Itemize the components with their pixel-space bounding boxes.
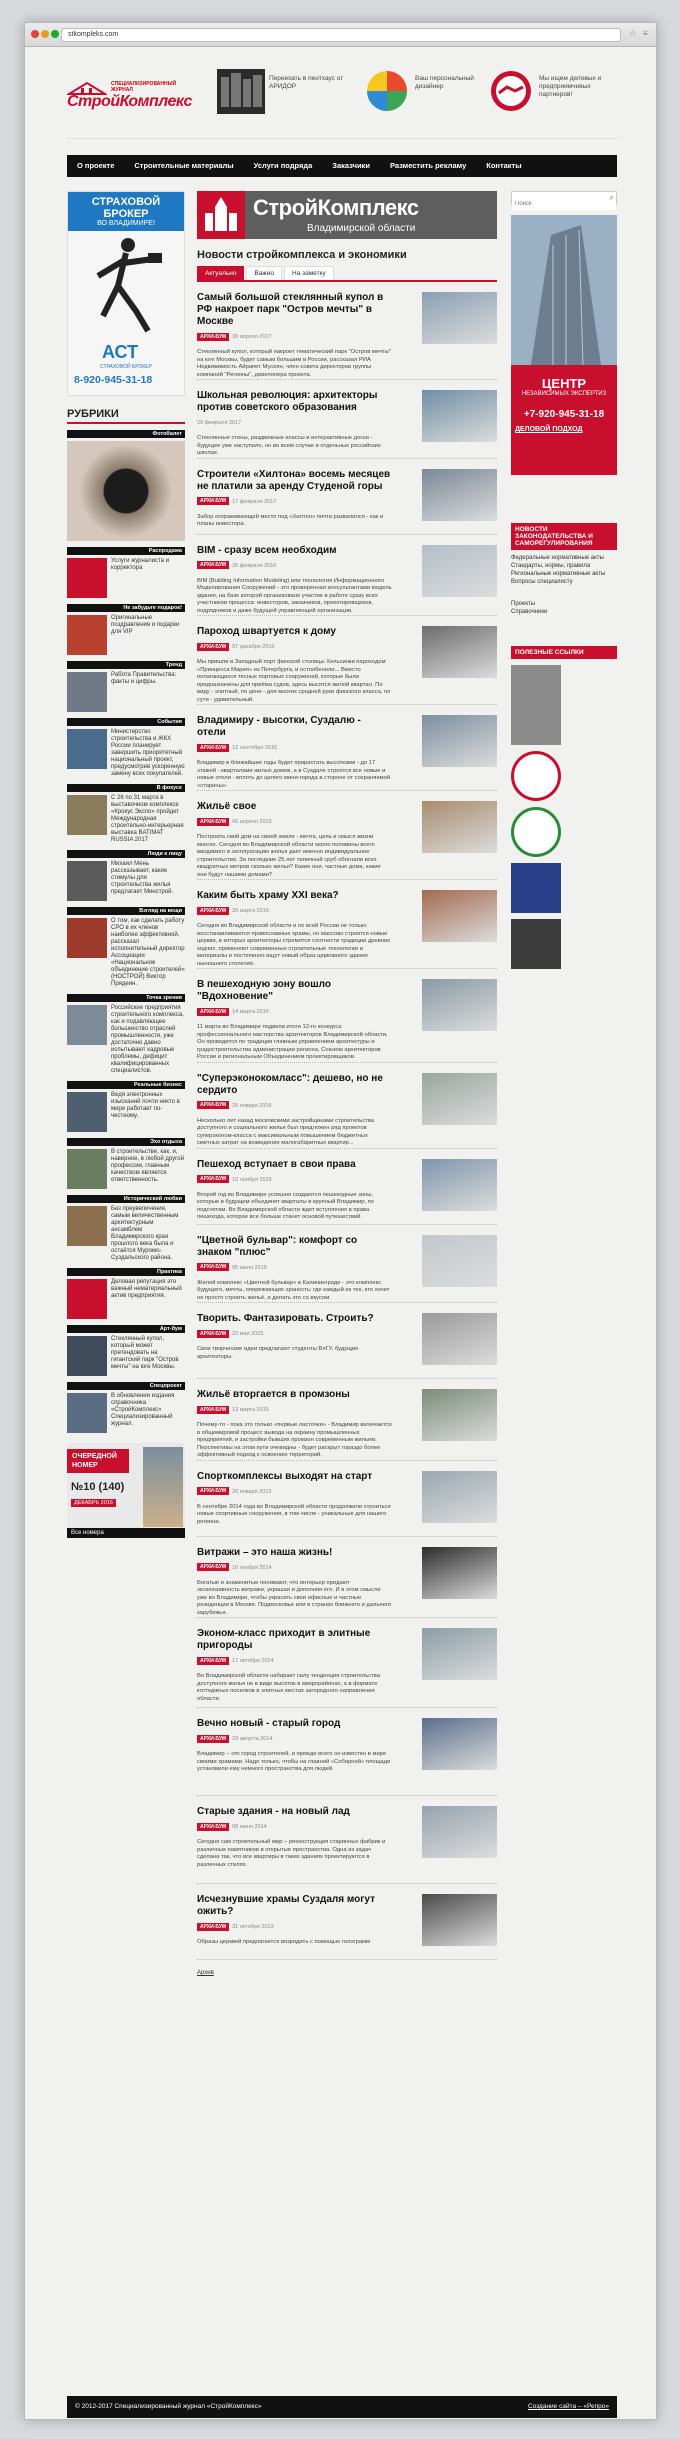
rubric-thumbnail (67, 672, 107, 712)
bookmark-star-icon[interactable]: ☆ (629, 29, 637, 38)
article-excerpt: Построить свой дом на своей земле - мечта, цель и смысл жизни многих. Сегодня во Владимирской области около половины всего вводимого в эксплуатацию жилья дает именно индивидуальное строительство. За последние 25 лет типичный сруб обогнали всех квадратных метров сколько жилья? Какие они, частные дома, какие они будут нашими домами? (197, 834, 381, 878)
article-excerpt: Владимир – это город строителей, и прежде всего он известен в мире своими храмами. Надо только, чтобы на главной «Соборной» площади установили ему немного пространства для людей. (197, 1751, 391, 1772)
law-links (511, 554, 617, 586)
rubric-label[interactable]: Эхо отдыха (67, 1138, 185, 1146)
article-date: 20 февраля 2017 (197, 419, 242, 426)
article-thumbnail[interactable] (422, 1159, 497, 1211)
article-excerpt: Сегодня во Владимирской области и по всей России не только восстанавливаются православные храмы, но массово строятся новые церкви, в которых архитекторы стремятся соотнести традиции древних зодчих, применяют современные строительные технологии и материалы и постепенно ищут новый образ церковного здания нынешнего столетия. (197, 923, 391, 967)
partner-logo[interactable] (511, 751, 561, 801)
rubric-label[interactable]: Распродажа (67, 547, 185, 555)
category-badge[interactable]: АРХИ-БУМ (197, 744, 229, 752)
article-item[interactable] (197, 469, 497, 535)
main-content (197, 191, 497, 1976)
rubric-item[interactable] (67, 1149, 185, 1189)
rubric-thumbnail (67, 861, 107, 901)
site-header (67, 51, 617, 139)
directories-link[interactable]: Справочники (511, 609, 548, 615)
main-nav (67, 155, 617, 177)
site-page (67, 51, 617, 2410)
law-link[interactable]: Вопросы специалисту (511, 579, 573, 585)
current-issue-block[interactable] (67, 1443, 185, 1538)
news-tabs (197, 266, 497, 282)
rubric-label[interactable]: Фотобалет (67, 430, 185, 438)
article-item[interactable] (197, 1471, 497, 1537)
rubric-item[interactable] (67, 918, 185, 988)
rubric-item-text: С 26 по 31 марта в выставочном комплексе «Крокус Экспо» пройдет Международная строительно-интерьерная выставка BATIMAT RUSSIA 2017 (111, 795, 184, 843)
article-title[interactable]: BIM - сразу всем необходим (197, 544, 337, 556)
article-item[interactable] (197, 1547, 497, 1619)
article-item[interactable] (197, 1806, 497, 1884)
article-thumbnail[interactable] (422, 545, 497, 597)
article-thumbnail[interactable] (422, 390, 497, 442)
useful-links-title: ПОЛЕЗНЫЕ ССЫЛКИ (511, 646, 617, 659)
article-date: 05 июля 2015 (232, 1264, 267, 1271)
article-title[interactable]: "Цветной бульвар": комфорт со знаком "плюс" (197, 1234, 358, 1258)
category-badge[interactable]: АРХИ-БУМ (197, 907, 229, 915)
article-item[interactable] (197, 1313, 497, 1379)
rubric-label[interactable]: В фокусе (67, 784, 185, 792)
article-item[interactable] (197, 1718, 497, 1796)
article-title[interactable]: Исчезнувшие храмы Суздаля могут ожить? (197, 1894, 375, 1917)
rubric-item-text: Оригинальные поздравления и подарки для VIP (111, 615, 180, 635)
banner-subtitle: НЕЗАВИСИМЫХ ЭКСПЕРТИЗ (521, 391, 607, 397)
partner-banner[interactable] (511, 863, 561, 913)
right-sidebar (511, 191, 617, 969)
article-title[interactable]: Жильё вторгается в промзоны (197, 1389, 350, 1400)
misc-links (511, 600, 617, 616)
rubric-item[interactable] (67, 672, 185, 712)
article-thumbnail[interactable] (422, 626, 497, 678)
article-thumbnail[interactable] (422, 1806, 497, 1858)
article-item[interactable] (197, 1894, 497, 1960)
rubric-label[interactable]: События (67, 718, 185, 726)
rubric-thumbnail (67, 1206, 107, 1246)
rubric-label[interactable]: Арт-бум (67, 1325, 185, 1333)
issue-cover (143, 1447, 183, 1527)
article-title[interactable]: Пешеход вступает в свои права (197, 1158, 356, 1170)
logo-title: СтройКомплекс (67, 93, 192, 110)
header-promo-penthouse[interactable] (217, 69, 352, 114)
article-thumbnail[interactable] (422, 469, 497, 521)
article-title[interactable]: Школьная революция: архитекторы против советского образования (197, 390, 378, 413)
article-excerpt: Мы пришли в Западный порт финской столицы Хельсинки пароходом «Принцесса Мария» из Петербурга, и остолбенели... Вместо полагающихся тесных портовых сооружений, которые были предназначены для приёма судов, здесь высятся жилой квартал. По виду - элитный, по цене - для многих средней руки финского класса, по сути - удивительный. (197, 659, 391, 703)
article-date: 10 ноября 2015 (232, 1176, 272, 1183)
article-date: 16 ноября 2014 (232, 1564, 272, 1571)
article-title[interactable]: Спорткомплексы выходят на старт (197, 1470, 373, 1482)
article-excerpt: Второй год во Владимире успешно создаются пешеходные зоны, которые в будущем объединят кварталы в крупный Владимир, по подсчетам. Во Владимирской области ждет вступления в права пешехода, которое все больше станет основой путешествий. (197, 1191, 375, 1220)
article-title[interactable]: Каким быть храму XXI века? (197, 890, 339, 901)
article-item[interactable] (197, 626, 497, 705)
rubric-item[interactable] (67, 1279, 185, 1319)
rubric-item[interactable] (67, 615, 185, 655)
article-item[interactable] (197, 1235, 497, 1304)
article-title[interactable]: Старые здания - на новый лад (197, 1806, 350, 1817)
banner-header (68, 192, 184, 231)
rubric-item[interactable] (67, 558, 185, 598)
article-item[interactable] (197, 292, 497, 380)
rubric-item-text: Стеклянный купол, который может претендовать на гигантский парк "Остров мечты" на юге Москвы. (111, 1336, 179, 1370)
rubric-thumbnail (67, 729, 107, 769)
article-list (197, 292, 497, 1960)
category-badge[interactable]: АРХИ-БУМ (197, 1657, 229, 1665)
article-title[interactable]: Самый большой стеклянный купол в РФ накроет парк "Остров мечты" в Москве (197, 292, 384, 327)
partner-banner[interactable] (511, 665, 561, 745)
category-badge[interactable]: АРХИ-БУМ (197, 561, 229, 569)
magazine-banner[interactable] (197, 191, 497, 239)
church-icon (197, 191, 245, 239)
rubric-item-text: Деловая репутация это важный нематериальный актив предприятия. (111, 1279, 182, 1299)
rubric-item-text: Без преувеличения, самым величественным архитектурным ансамблем Владимирского края прошлого века была и остаётся Муромо-Суздальского района. (111, 1206, 179, 1261)
maximize-window-icon[interactable] (51, 30, 59, 38)
rubric-item[interactable] (67, 1336, 185, 1376)
issue-label: ОЧЕРЕДНОЙ НОМЕР (67, 1449, 129, 1473)
banner-subtitle: Владимирской области (307, 223, 416, 234)
nav-customers[interactable]: Заказчики (332, 161, 370, 170)
article-thumbnail[interactable] (422, 801, 497, 853)
promo-text: Ваш персональный дизайнер (415, 75, 474, 90)
category-badge[interactable]: АРХИ-БУМ (197, 1175, 229, 1183)
article-date: 12 сентября 2016 (232, 744, 277, 751)
rubric-thumbnail (67, 795, 107, 835)
header-promo-partners[interactable] (487, 69, 622, 114)
article-item[interactable] (197, 890, 497, 969)
article-thumbnail[interactable] (422, 890, 497, 942)
article-title[interactable]: Жильё свое (197, 801, 257, 812)
banner-subtitle: ВО ВЛАДИМИРЕ! (97, 220, 155, 227)
article-item[interactable] (197, 1073, 497, 1149)
article-title[interactable]: "Суперэконокомласс": дешево, но не сердито (197, 1072, 383, 1096)
tab-notes[interactable]: На заметку (284, 266, 334, 280)
all-issues-link[interactable]: Все номера (67, 1528, 185, 1538)
category-badge[interactable]: АРХИ-БУМ (197, 643, 229, 651)
article-thumbnail[interactable] (422, 715, 497, 767)
browser-toolbar (25, 23, 656, 47)
category-badge[interactable]: АРХИ-БУМ (197, 818, 229, 826)
rubric-thumbnail (67, 1005, 107, 1045)
category-badge[interactable]: АРХИ-БУМ (197, 1406, 229, 1414)
rubric-item[interactable] (67, 1393, 185, 1433)
insurance-broker-banner[interactable] (67, 191, 185, 396)
developer-link[interactable]: Создание сайта – «Репро» (527, 2403, 609, 2410)
palette-icon (363, 69, 411, 114)
tab-actual[interactable]: Актуально (197, 266, 244, 280)
article-thumbnail[interactable] (422, 1073, 497, 1125)
rubric-thumbnail (67, 1092, 107, 1132)
article-date: 17 февраля 2017 (232, 498, 277, 505)
rubric-item-text: Услуги журналиста и корректора (111, 558, 170, 571)
tab-important[interactable]: Важно (246, 266, 282, 280)
article-thumbnail[interactable] (422, 1628, 497, 1680)
banner-link[interactable]: ДЕЛОВОЙ ПОДХОД (515, 426, 583, 433)
issue-month: ДЕКАБРЬ 2016 (71, 1499, 116, 1507)
article-title[interactable]: Вечно новый - старый город (197, 1718, 341, 1729)
article-title[interactable]: Витражи – это наша жизнь! (197, 1546, 333, 1558)
category-badge[interactable]: АРХИ-БУМ (197, 1330, 229, 1338)
news-title: Новости стройкомплекса и экономики (197, 249, 407, 261)
rubric-label[interactable]: Исторический любви (67, 1195, 185, 1203)
archive-link[interactable]: Архив (197, 1970, 214, 1976)
article-date: 08 июня 2014 (232, 1823, 267, 1830)
banner-main-title: СтройКомплекс (253, 195, 419, 220)
article-date: 26 марта 2016 (232, 907, 269, 914)
projects-link[interactable]: Проекты (511, 601, 536, 607)
nav-materials[interactable]: Строительные материалы (134, 161, 234, 170)
rubric-photo[interactable] (67, 441, 185, 541)
rubric-label[interactable]: Спецпроект (67, 1382, 185, 1390)
rubric-item-text: Российские предприятия строительного комплекса, как и подавляющее большинство отраслей промышленности, уже достаточно давно испытывают кадровые проблемы, дефицит квалифицированных специалистов. (111, 1005, 184, 1074)
category-badge[interactable]: АРХИ-БУМ (197, 1563, 229, 1571)
article-excerpt: Богатые и знаменитые понимают, что интерьер придают эксклюзивность витражи, украшая и дополняя его. И в этом смысле уже во Владимире, чтобы украсить свои офисные и частные резиденции в Москве. Подмосковье или в странах ближнего и дальнего зарубежья. (197, 1579, 392, 1616)
close-window-icon[interactable] (31, 30, 39, 38)
minimize-window-icon[interactable] (41, 30, 49, 38)
rubric-item-text: Работа Правительства: факты и цифры. (111, 672, 177, 685)
article-excerpt: Жилой комплекс «Цветной бульвар» в Калининграде - это комплекс будущего, мечты, опережающих эраность: где каждый из тех, кто хочет не просто строить жильё, а делать это со вкусом. (197, 1279, 390, 1301)
article-item[interactable] (197, 1628, 497, 1708)
law-link[interactable]: Региональные нормативные акты (511, 571, 606, 577)
article-thumbnail[interactable] (422, 292, 497, 344)
search-input[interactable] (512, 198, 616, 210)
rubric-thumbnail (67, 1336, 107, 1376)
rubric-label[interactable]: Реальные бизнес (67, 1081, 185, 1089)
left-sidebar (67, 191, 185, 1538)
rubric-thumbnail (67, 1393, 107, 1433)
article-date: 26 февраля 2016 (232, 562, 277, 569)
rubric-label[interactable]: Люди к лицу (67, 850, 185, 858)
article-excerpt: Свои творческие идеи предлагают студенты ВлГУ, будущие архитекторы. (197, 1346, 359, 1360)
logo-subtitle: СПЕЦИАЛИЗИРОВАННЫЙ ЖУРНАЛ (111, 81, 177, 93)
law-link[interactable]: Стандарты, нормы, правила (511, 563, 591, 569)
category-badge[interactable]: АРХИ-БУМ (197, 1735, 229, 1743)
article-thumbnail[interactable] (422, 979, 497, 1031)
category-badge[interactable]: АРХИ-БУМ (197, 1823, 229, 1831)
article-item[interactable] (197, 545, 497, 617)
article-excerpt: BIM (Building Information Modeling) или технология Информационного Моделирования Сооружений - это проверенная консультантами модель здания, на базе которой организовано участие в работе сразу всех участников процесса: инвесторов, заказчиков, проектировщиков, подрядчиков и даже будущей управляющей организации. (197, 577, 392, 614)
article-thumbnail[interactable] (422, 1235, 497, 1287)
address-bar[interactable]: stkompleks.com (61, 28, 621, 42)
article-excerpt: Стеклянный купол, который накроет тематический парк "Остров мечты" на юге Москвы, будет самым большим в России, рассказал РИА Недвижимость Айрапет Мусоян, член совета директоров группы компаний "Регионы", девелопера проекта. (197, 349, 391, 378)
article-date: 06 апреля 2016 (232, 818, 272, 825)
rubric-item[interactable] (67, 795, 185, 844)
rubric-item-text: В обновлении издания справочника «СтройКомплекс» Специализированный журнал. (111, 1393, 175, 1427)
article-title[interactable]: В пешеходную зону вошло "Вдохновение" (197, 979, 331, 1002)
law-link[interactable]: Федеральные нормативные акты (511, 555, 604, 561)
rubrics-list (67, 430, 185, 1433)
promo-text: Переехать в пентхаус от АРИДОР (269, 75, 344, 90)
category-badge[interactable]: АРХИ-БУМ (197, 333, 229, 341)
banner-brand: АСТ (102, 342, 139, 362)
article-date: 20 января 2015 (232, 1488, 272, 1495)
category-badge[interactable]: АРХИ-БУМ (197, 1101, 229, 1109)
banner-phone: +7-920-945-31-18 (523, 409, 605, 420)
article-title[interactable]: Строители «Хилтона» восемь месяцев не платили за аренду Студеной горы (197, 468, 391, 492)
banner-title: СТРАХОВОЙ БРОКЕР (91, 196, 161, 220)
rubric-item[interactable] (67, 729, 185, 778)
rubric-thumbnail (67, 615, 107, 655)
article-thumbnail[interactable] (422, 1894, 497, 1946)
article-excerpt: Почему-то - пока это только «первые ласточки» - Владимир включается в общемировой процесс вывода на окраину промышленных предприятий, и застройки бывших промзон современным жильем. Перспективы на этом пути очевидны - будет раскрыт гораздо более эффективный подход к освоению территорий. (197, 1422, 392, 1458)
article-title[interactable]: Эконом-класс приходит в элитные пригороды (197, 1628, 371, 1651)
rubric-item-text: О том, как сделать работу СРО в их членов наиболее эффективной, рассказал исполнительный директор Ассоциации «Национальное объединение строителей» (НОСТРОЙ) Виктор Прядеин. (111, 918, 185, 987)
issue-number: №10 (140) (71, 1481, 125, 1493)
rubric-item-text: Михаил Мень рассказывает, какие стимулы для строительства жилья предлагает Минстрой. (111, 861, 174, 895)
nav-about[interactable]: О проекте (77, 161, 115, 170)
article-excerpt: Владимир в ближайшие годы будет прирастать высотками - до 17 этажей - кварталами жилых домов, а в Суздале строятся все новые и новые отели - вплоть до целого мини-города в стороне от сохраняемой «старины». (197, 760, 391, 789)
category-badge[interactable]: АРХИ-БУМ (197, 1923, 229, 1931)
rubric-item-text: Министерство строительства и ЖКХ России планирует завершить приоритетный национальный проект, предусмотрев ускоренную замену всех покупателей. (111, 729, 185, 777)
article-date: 22 мая 2015 (232, 1330, 264, 1337)
rubric-thumbnail (67, 1149, 107, 1189)
rubric-label[interactable]: Тренд (67, 661, 185, 669)
menu-icon[interactable]: ≡ (643, 29, 648, 38)
article-date: 14 марта 2016 (232, 1008, 269, 1015)
rubric-label[interactable]: Практика (67, 1268, 185, 1276)
building-photo (217, 69, 265, 114)
article-excerpt: 11 марта во Владимире подвели итоги 12-го конкурса профессионального мастерства архитекторов Владимирской области. Он проводится по традиции главным управлением архитектуры и градостроительства администрации региона, Союзом архитекторов России и региональным Объединением проектировщиков. (197, 1024, 388, 1060)
rubric-item[interactable] (67, 861, 185, 901)
banner-phone: 8-920-945-31-18 (74, 374, 153, 386)
rubrics-title: РУБРИКИ (67, 408, 185, 424)
category-badge[interactable]: АРХИ-БУМ (197, 1008, 229, 1016)
banner-title: ЦЕНТР (541, 376, 587, 391)
article-item[interactable] (197, 979, 497, 1063)
category-badge[interactable]: АРХИ-БУМ (197, 1487, 229, 1495)
article-title[interactable]: Творить. Фантазировать. Строить? (197, 1313, 374, 1324)
article-date: 31 октября 2013 (232, 1923, 274, 1930)
browser-window (24, 22, 657, 2420)
expertise-center-banner[interactable] (511, 215, 617, 475)
partner-logo[interactable] (511, 807, 561, 857)
search-icon[interactable]: ⌕ (609, 193, 614, 202)
article-title[interactable]: Владимиру - высотки, Суздалю - отели (197, 715, 361, 738)
rubric-label[interactable]: Взгляд на вещи (67, 907, 185, 915)
search-box (511, 191, 617, 205)
nav-contract-services[interactable]: Услуги подряда (253, 161, 313, 170)
nav-contacts[interactable]: Контакты (486, 161, 522, 170)
article-excerpt: Несколько лет назад московскими застройщиками строительства доступного и социального жилья был предложен ряд проектов суперэконом-класса с максимальным повышением бюджетных сметных затрат на возведение малогабаритных квартир... (197, 1117, 375, 1146)
partner-banner[interactable] (511, 919, 561, 969)
article-date: 17 октября 2014 (232, 1657, 274, 1664)
article-excerpt: Стеклянные стены, раздвижные классы и интерактивные доски - будущее уже наступило, но во всем случае в отдельных российских школах. (197, 435, 381, 456)
rubric-item[interactable] (67, 1206, 185, 1262)
banner-brand-sub: СТРАХОВОЙ БРОКЕР (100, 364, 152, 370)
article-excerpt: Образы церквей предлагается возродить с помощью голограмм (197, 1939, 371, 1945)
article-title[interactable]: Пароход швартуется к дому (197, 626, 336, 637)
site-footer (67, 2396, 617, 2418)
article-date: 07 декабря 2016 (232, 643, 275, 650)
article-thumbnail[interactable] (422, 1471, 497, 1523)
article-item[interactable] (197, 1159, 497, 1225)
category-badge[interactable]: АРХИ-БУМ (197, 497, 229, 505)
nav-advertise[interactable]: Разместить рекламу (389, 161, 467, 170)
article-excerpt: Сегодня сам строительный мир – реконструкция старинных фабрик и различных памятников в открытые пространства. Одна из задач сделана так, что все квартиры в таких зданиях проектируются в различных стилях. (197, 1839, 386, 1868)
article-item[interactable] (197, 390, 497, 459)
category-badge[interactable]: АРХИ-БУМ (197, 1263, 229, 1271)
copyright-text: © 2012-2017 Специализированный журнал «СтройКомплекс» (75, 2403, 262, 2410)
article-item[interactable] (197, 715, 497, 791)
promo-text: Мы ищем деловых и предприимчивых партнеров! (539, 75, 602, 98)
rubric-thumbnail (67, 558, 107, 598)
article-item[interactable] (197, 801, 497, 880)
article-date: 13 марта 2015 (232, 1406, 269, 1413)
article-thumbnail[interactable] (422, 1718, 497, 1770)
rubric-label[interactable]: Точка зрения (67, 994, 185, 1002)
article-excerpt: В сентябре 2014 года во Владимирской области продолжили строиться новые спортивные сооружения, в том числе - уникальные для нашего региона. (197, 1503, 391, 1525)
article-date: 23 августа 2014 (232, 1735, 273, 1742)
article-item[interactable] (197, 1389, 497, 1461)
site-logo[interactable] (67, 81, 192, 110)
article-date: 30 апреля 2017 (232, 333, 272, 340)
rubric-item-text: В строительстве, как, и, наверное, в любой другой профессии, главным качеством является ответственность. (111, 1149, 184, 1183)
rubric-thumbnail (67, 918, 107, 958)
article-excerpt: Во Владимирской области набирает силу тенденция строительства доступного жилья не в виде высоток в микрорайонах, а в формате коттеджных поселков в элитных местах загородного направления области. (197, 1673, 381, 1702)
header-promo-designer[interactable] (363, 69, 498, 114)
article-thumbnail[interactable] (422, 1389, 497, 1441)
article-date: 25 января 2016 (232, 1102, 272, 1109)
law-news-title: НОВОСТИ ЗАКОНОДАТЕЛЬСТВА И САМОРЕГУЛИРОВАНИЯ (511, 523, 617, 550)
rubric-item[interactable] (67, 1005, 185, 1075)
rubric-item-text: Ведя электронных изысканий почти никто в мире работает по-честному. (111, 1092, 180, 1119)
article-thumbnail[interactable] (422, 1313, 497, 1365)
article-thumbnail[interactable] (422, 1547, 497, 1599)
handshake-icon (487, 69, 535, 114)
rubric-item[interactable] (67, 1092, 185, 1132)
article-excerpt: Забор огораживающей место под «Хилтон» почти развалился - как и планы инвестора. (197, 513, 384, 527)
running-man-illustration (68, 231, 184, 341)
rubric-label[interactable]: Не забудьте подарок! (67, 604, 185, 612)
skyscraper-photo (511, 215, 617, 365)
rubric-thumbnail (67, 1279, 107, 1319)
